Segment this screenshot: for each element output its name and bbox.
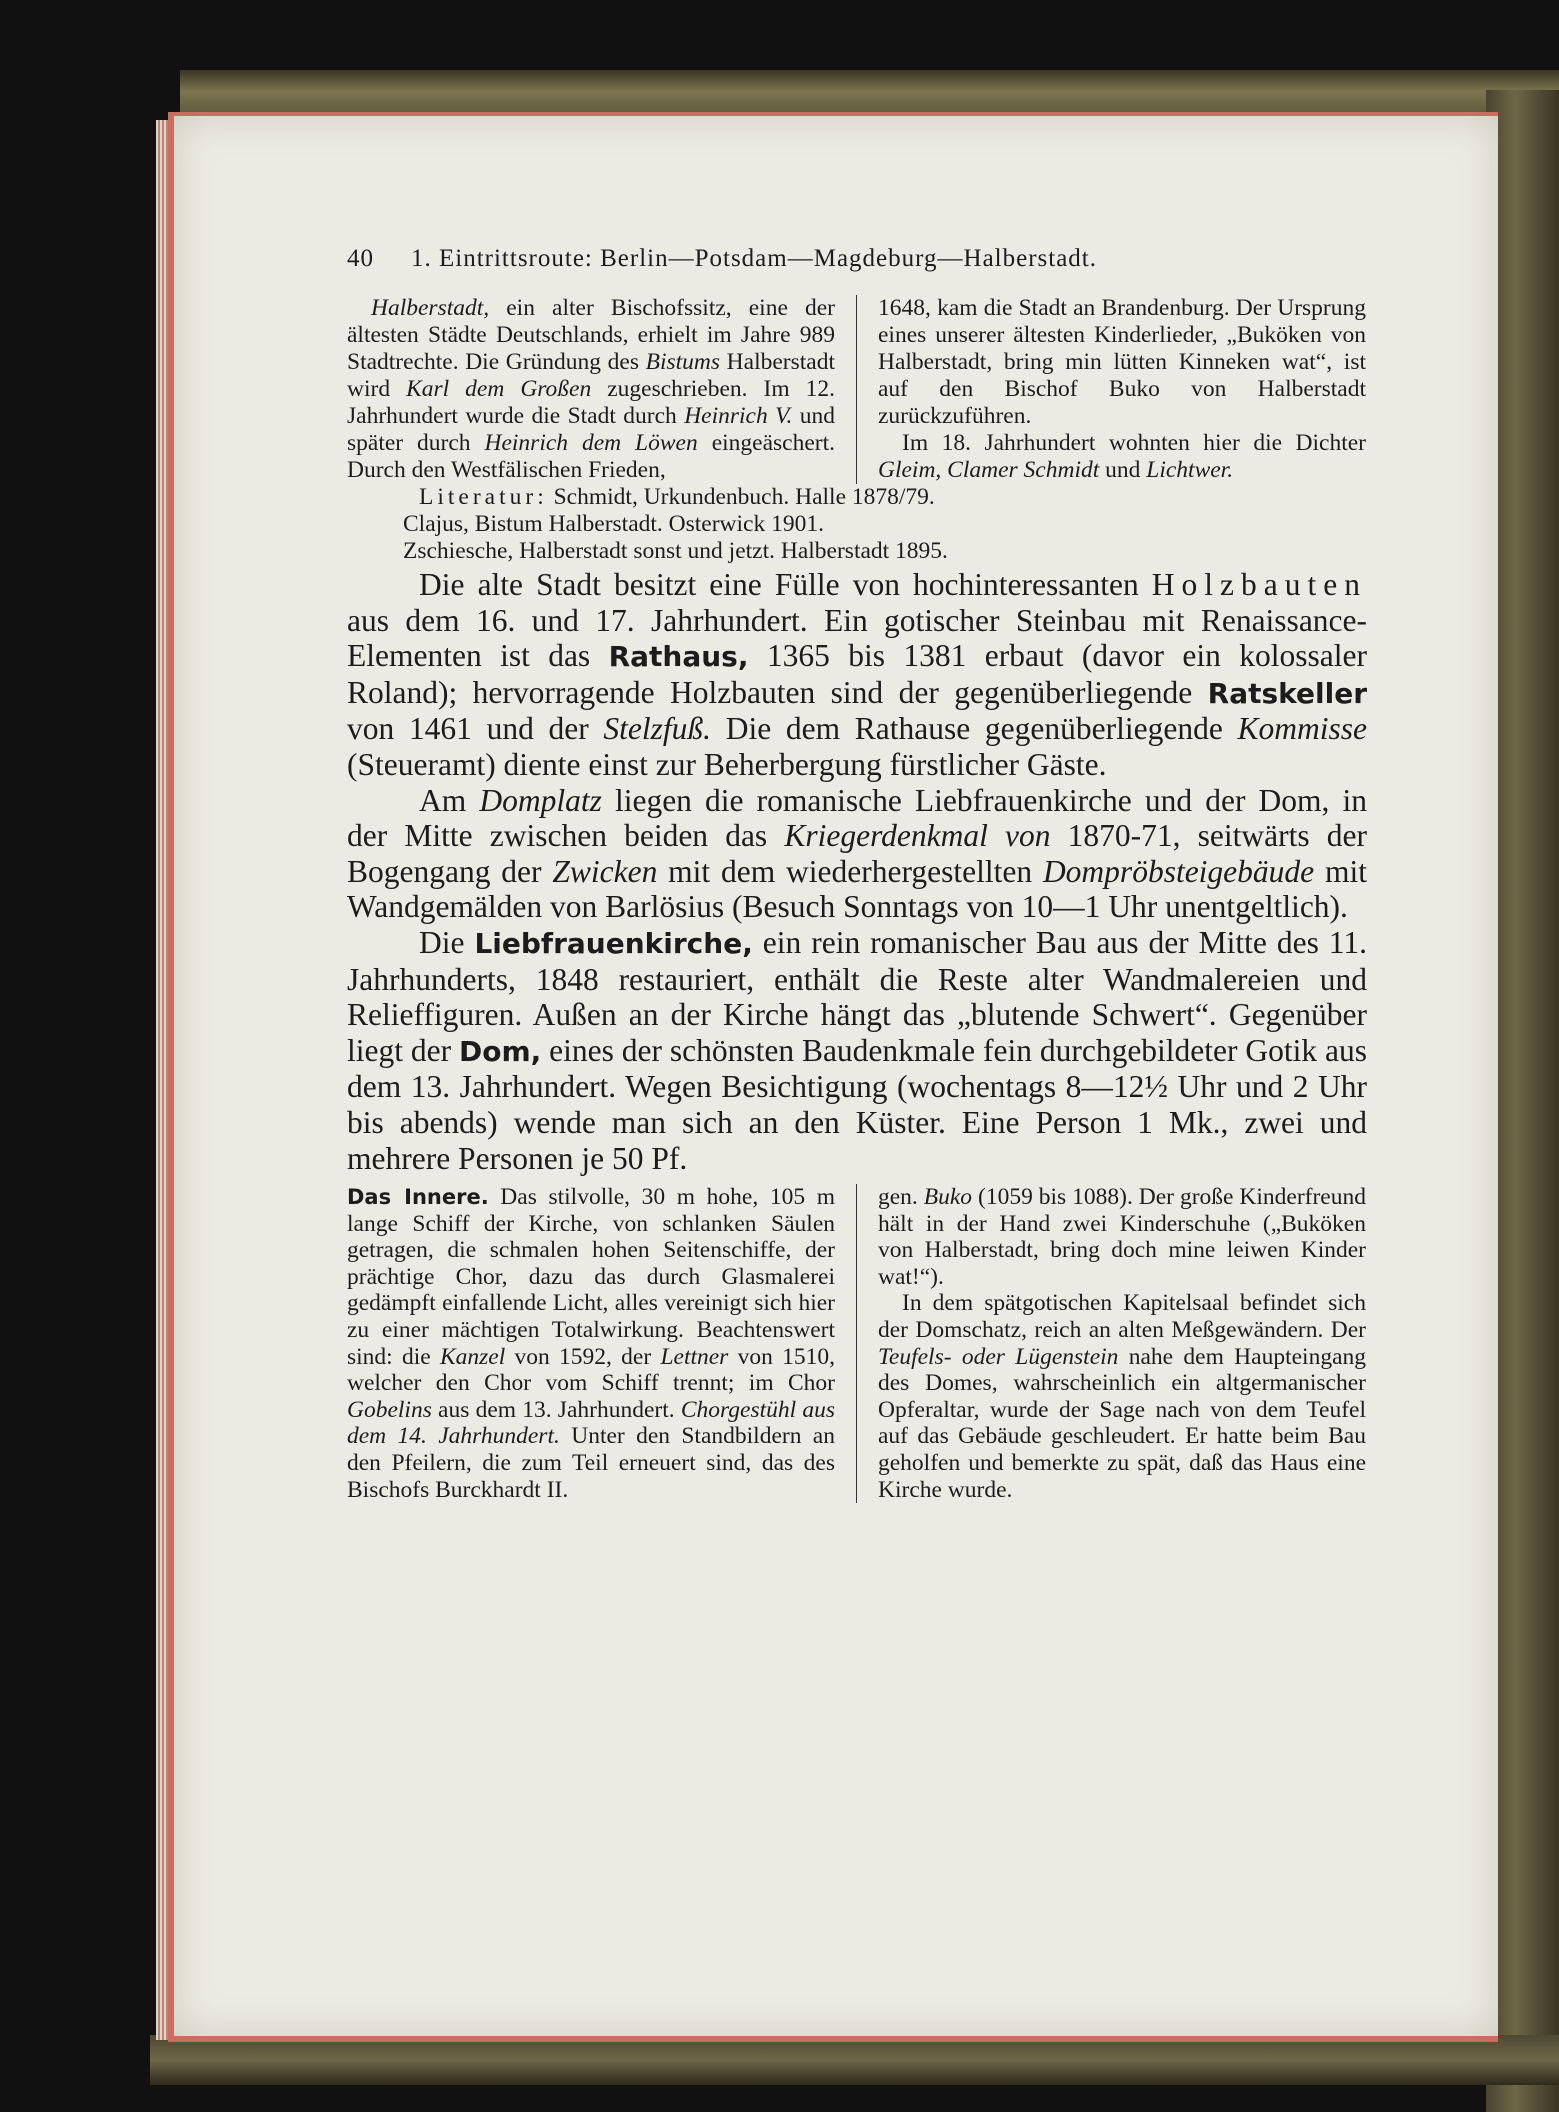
text-teufelsstein: Teufels- oder Lügenstein	[878, 1343, 1119, 1370]
interior-left-column	[347, 1184, 835, 1503]
text-dom: Dom,	[458, 1034, 542, 1068]
text-span: Im 18. Jahrhundert wohnten hier die Dichter	[902, 430, 1366, 456]
text-span: und später durch	[347, 403, 835, 456]
text-span: von 1592, der	[505, 1343, 661, 1370]
text-stelzfuss: Stelzfuß.	[603, 711, 712, 747]
intro-right-paragraph-2	[878, 430, 1366, 484]
text-span: 1365 bis 1381 erbaut (davor ein kolossaler Roland); hervorragende Holzbauten sind der gegenüberliegende	[347, 638, 1367, 710]
page-content	[347, 245, 1367, 1503]
text-kriegerdenkmal: Kriegerdenkmal von	[784, 818, 1051, 854]
text-span: mit Wandgemälden von Barlösius (Besuch Sonntags von 10—1 Uhr unentgeltlich).	[347, 853, 1367, 925]
main-text	[347, 567, 1367, 1176]
text-halberstadt: Halberstadt,	[371, 295, 490, 321]
running-title: 1. Eintrittsroute: Berlin—Potsdam—Magdeburg—Halberstadt.	[411, 245, 1098, 272]
text-span: aus dem 16. und 17. Jahrhundert. Ein gotischer Steinbau mit Renaissance-Elementen ist das	[347, 602, 1367, 674]
literature-line-3: Zschiesche, Halberstadt sonst und jetzt. Halberstadt 1895.	[403, 538, 948, 564]
text-rathaus: Rathaus,	[608, 640, 749, 674]
text-span: (Steueramt) diente einst zur Beherbergung fürstlicher Gäste.	[347, 746, 1107, 782]
text-span: (1059 bis 1088). Der große Kinderfreund hält in der Hand zwei Kinderschuhe („Buköken von Halberstadt, bring doch mine leiwen Kinder wat!“).	[878, 1184, 1366, 1290]
text-kommisse: Kommisse	[1237, 711, 1367, 747]
text-span: von 1510, welcher den Chor vom Schiff trennt; im Chor	[347, 1343, 835, 1397]
text-span: Die dem Rathause gegenüberliegende	[711, 711, 1238, 747]
text-ratskeller: Ratskeller	[1207, 676, 1367, 710]
literature-line-1	[347, 484, 1367, 511]
text-span: und	[1099, 457, 1147, 483]
text-zwicken: Zwicken	[552, 853, 658, 889]
text-span: nahe dem Haupteingang des Domes, wahrscheinlich ein altgermanischer Opferaltar, wurde der Sage nach von dem Teufel auf das Gebäude geschleudert. Er hatte beim Bau geholfen und bemerkte zu spät, daß das Haus eine Kirche wurde.	[878, 1343, 1367, 1503]
intro-two-columns	[347, 295, 1367, 484]
main-paragraph-1	[347, 567, 1367, 783]
text-chorgestuehl: Chorgestühl aus dem 14. Jahrhundert.	[347, 1396, 835, 1450]
text-das-innere: Das Innere.	[347, 1185, 489, 1210]
text-heinrich-loewen: Heinrich dem Löwen	[484, 430, 698, 456]
text-span: 1870-71, seitwärts der Bogengang der	[347, 818, 1368, 889]
text-span: ein alter Bischofssitz, eine der ältesten Städte Deutschlands, erhielt im Jahre 989 Stadtrechte. Die Gründung des	[347, 295, 835, 375]
text-span: Am	[419, 782, 480, 818]
text-domplatz: Domplatz	[479, 782, 602, 818]
text-span: Die alte Stadt besitzt eine Fülle von hochinteressanten	[419, 567, 1152, 602]
text-lichtwer: Lichtwer.	[1146, 457, 1234, 483]
text-span: von 1461 und der	[347, 711, 604, 747]
interior-right-column	[878, 1184, 1366, 1503]
main-paragraph-2	[347, 783, 1367, 925]
intro-left-paragraph	[347, 295, 835, 484]
literature-line-2: Clajus, Bistum Halberstadt. Osterwick 1901.	[403, 511, 824, 537]
book-cover-bottom	[150, 2035, 1559, 2085]
text-span: gen.	[878, 1184, 924, 1211]
interior-left-paragraph	[347, 1184, 835, 1503]
text-span: Halberstadt wird	[347, 349, 835, 402]
interior-right-paragraph-1	[878, 1184, 1366, 1290]
text-liebfrauenkirche: Liebfrauenkirche,	[474, 926, 753, 960]
text-gobelins: Gobelins	[347, 1396, 432, 1423]
text-kanzel: Kanzel	[439, 1343, 506, 1370]
column-rule	[856, 1184, 857, 1503]
text-span: Das stilvolle, 30 m hohe, 105 m lange Schiff der Kirche, von schlanken Säulen getragen, die schmalen hohen Seitenschiffe, der prächtige Chor, dazu das durch Glasmalerei gedämpft einfallende Licht, alles vereinigt sich hier zu einer mächtigen Totalwirkung. Beachtenswert sind: die	[347, 1184, 835, 1370]
interior-two-columns	[347, 1184, 1367, 1503]
text-span: aus dem 13. Jahrhundert.	[431, 1396, 681, 1423]
column-rule	[856, 295, 857, 484]
text-span: eines der schönsten Baudenkmale fein durchgebildeter Gotik aus dem 13. Jahrhundert. Wegen Besichtigung (wochentags 8—12½ Uhr und 2 Uhr bis abends) wende man sich an den Küster. Eine Person 1 Mk., zwei und mehrere Personen je 50 Pf.	[347, 1032, 1368, 1176]
interior-right-paragraph-2	[878, 1290, 1366, 1503]
intro-left-column	[347, 295, 835, 484]
text-span: zugeschrieben. Im 12. Jahrhundert wurde die Stadt durch	[347, 376, 835, 429]
text-lettner: Lettner	[660, 1343, 729, 1370]
page-number: 40	[347, 245, 374, 272]
text-span: ein rein romanischer Bau aus der Mitte des 11. Jahrhunderts, 1848 restauriert, enthält die Reste alter Wandmalereien und Relieffiguren. Außen an der Kirche hängt das „blutende Schwert“. Gegenüber liegt der	[347, 924, 1367, 1068]
text-span: eingeäschert. Durch den Westfälischen Frieden,	[347, 430, 835, 483]
main-paragraph-3	[347, 925, 1367, 1176]
text-buko: Buko	[923, 1184, 973, 1211]
intro-right-paragraph-1: 1648, kam die Stadt an Brandenburg. Der Ursprung eines unserer ältesten Kinderlieder, „Buköken von Halberstadt, bring min lütten Kinneken wat“, ist auf den Bischof Buko von Halberstadt zurückzuführen.	[878, 295, 1366, 429]
text-holzbauten: Holzbauten	[1151, 567, 1367, 602]
text-span: In dem spätgotischen Kapitelsaal befindet sich der Domschatz, reich an alten Meßgewändern. Der	[878, 1290, 1366, 1344]
text-span: mit dem wiederhergestellten	[657, 853, 1043, 889]
literature-list	[347, 484, 1367, 565]
text-span: Unter den Standbildern an den Pfeilern, die zum Teil erneuert sind, das des Bischofs Burckhardt II.	[347, 1423, 835, 1503]
text-poets: Gleim, Clamer Schmidt	[878, 457, 1100, 483]
intro-right-column	[878, 295, 1366, 484]
text-heinrich-v: Heinrich V.	[684, 403, 793, 429]
text-span: liegen die romanische Liebfrauenkirche und der Dom, in der Mitte zwischen beiden das	[347, 782, 1368, 854]
text-span: Die	[419, 924, 475, 960]
text-dompropstei: Dompröbsteigebäude	[1042, 853, 1315, 889]
text-bistums: Bistums	[645, 349, 721, 375]
running-header	[347, 245, 1367, 273]
literature-label: Literatur:	[419, 484, 548, 510]
literature-entry: Schmidt, Urkundenbuch. Halle 1878/79.	[547, 484, 935, 510]
text-karl: Karl dem Großen	[406, 376, 592, 402]
